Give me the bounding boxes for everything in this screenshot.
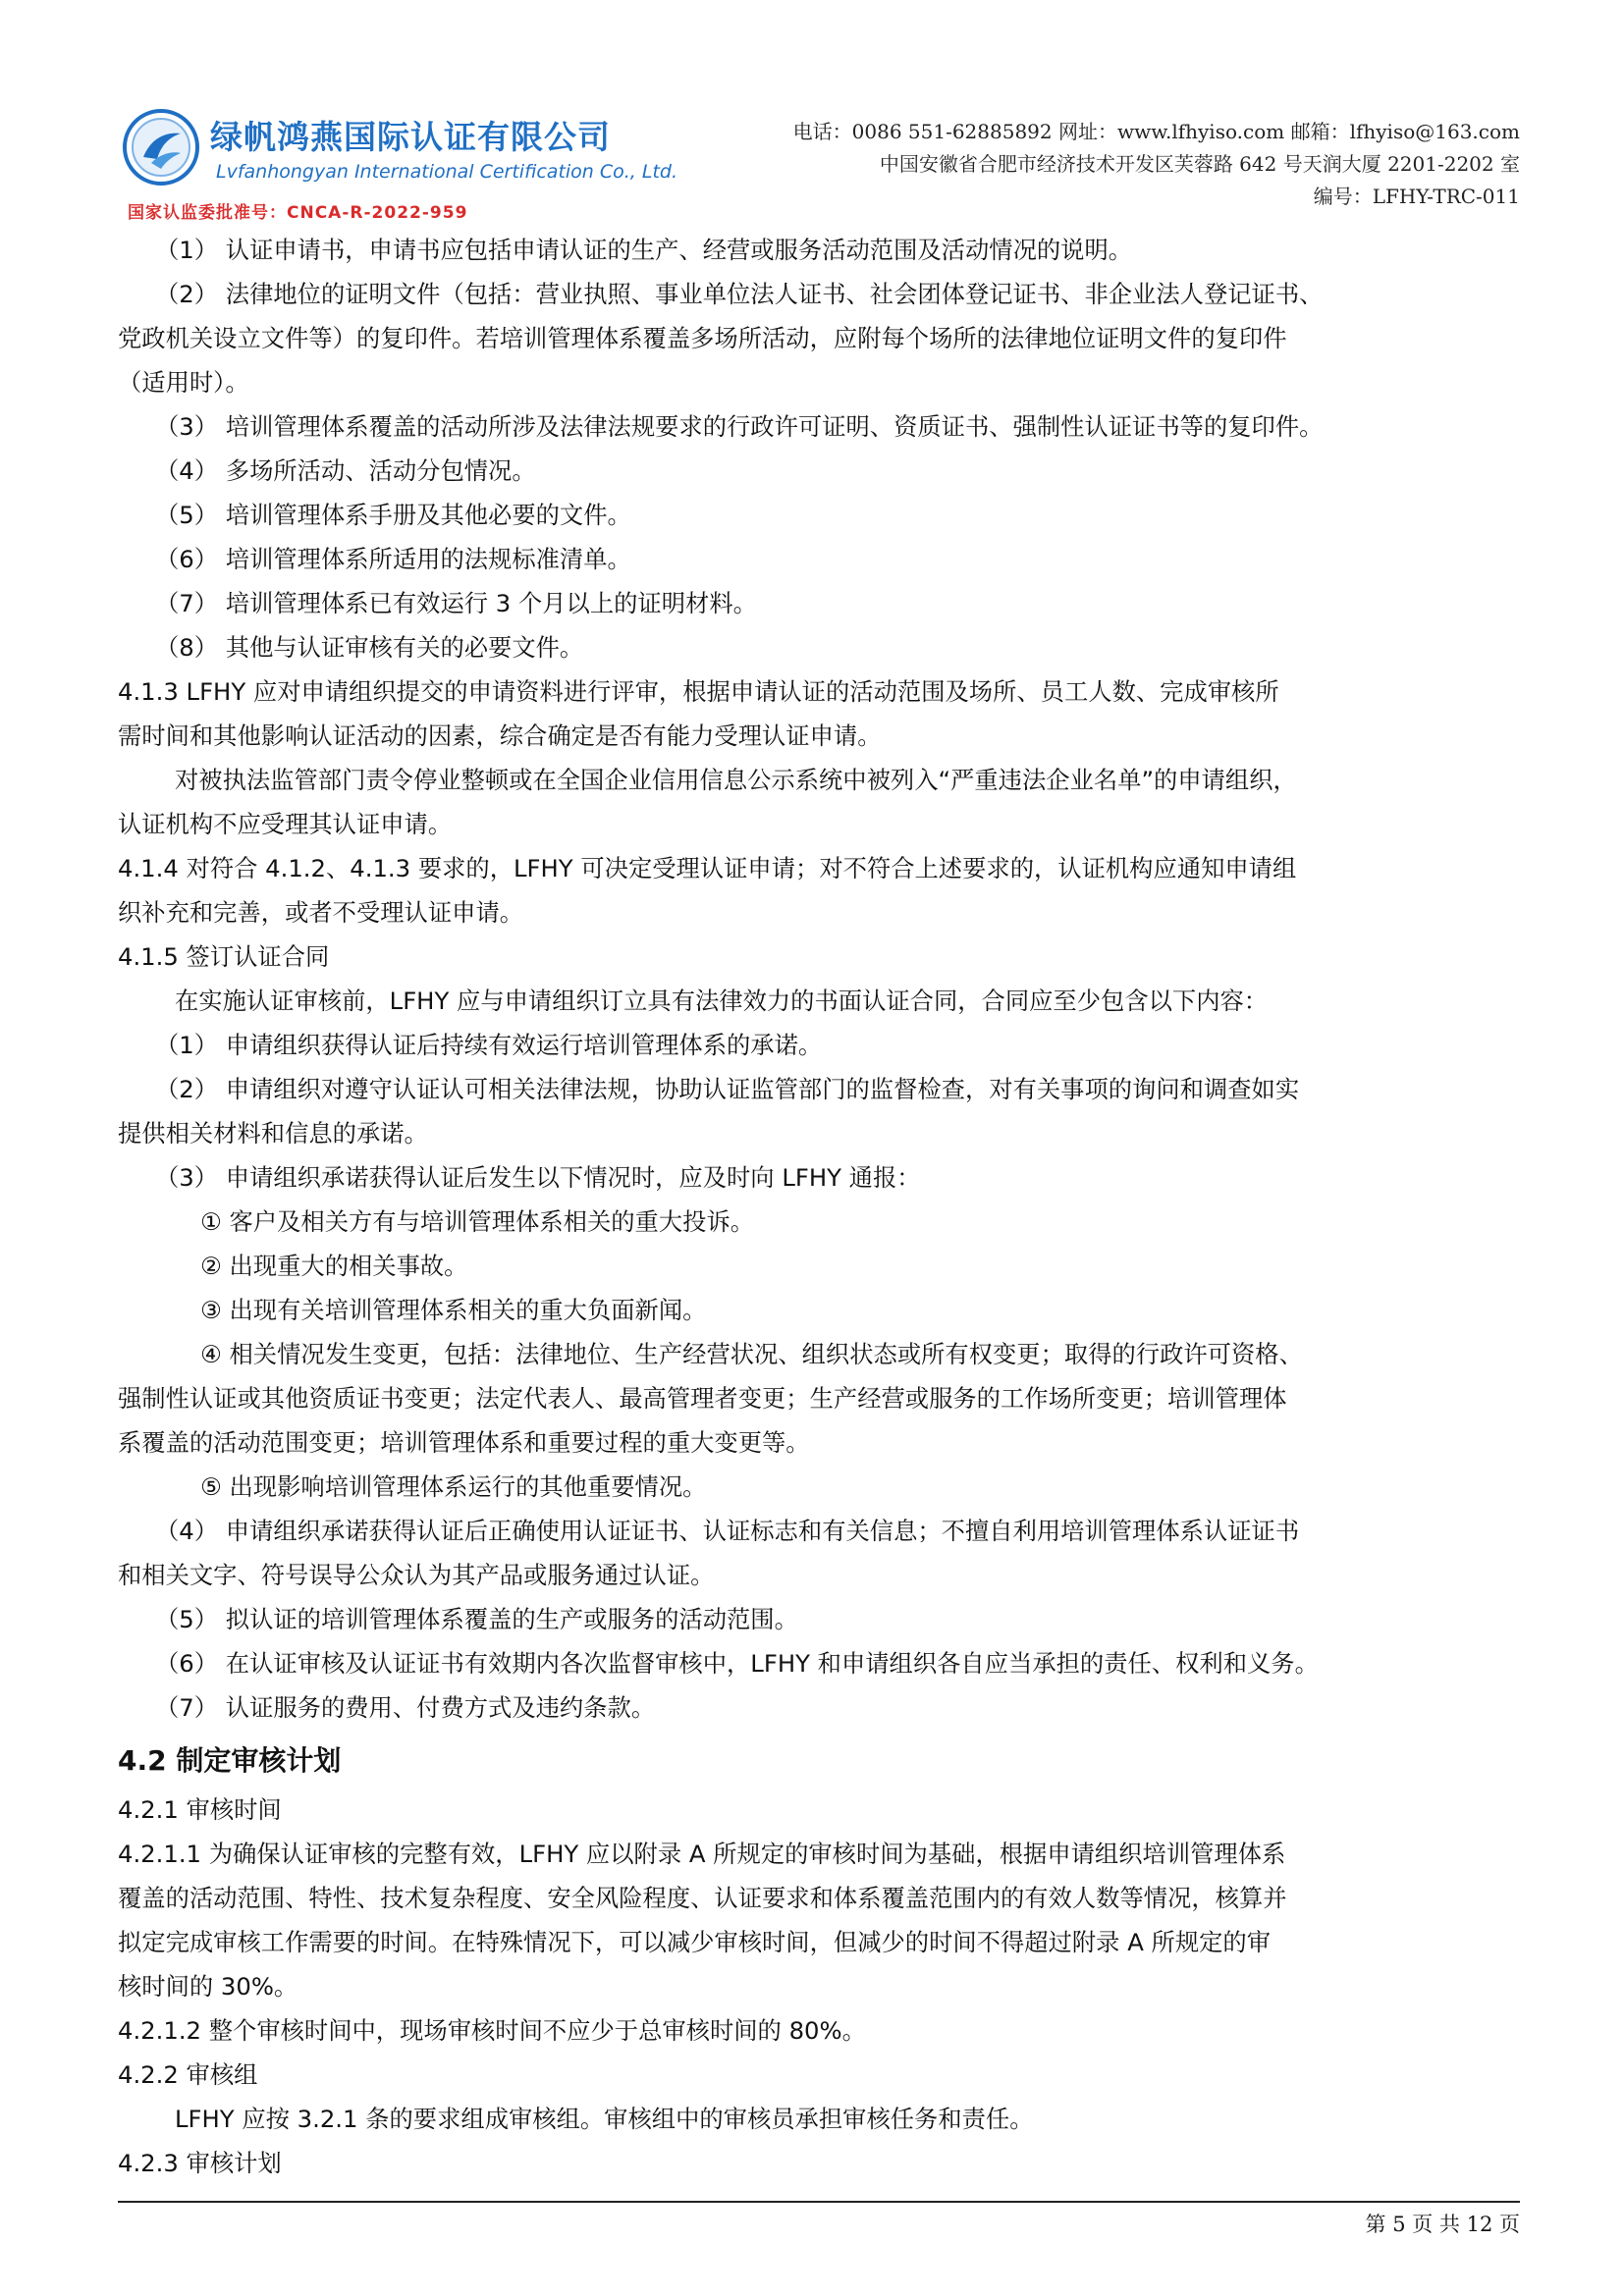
paragraph-line: 在实施认证审核前，LFHY 应与申请组织订立具有法律效力的书面认证合同，合同应至少包含以下内容：	[175, 987, 1269, 1015]
sub-list-item: ② 出现重大的相关事故。	[200, 1252, 468, 1280]
list-item: （2） 法律地位的证明文件（包括：营业执照、事业单位法人证书、社会团体登记证书、非企业法人登记证书、	[155, 280, 1324, 308]
section-heading: 4.2 制定审核计划	[118, 1744, 342, 1777]
list-item: （6） 培训管理体系所适用的法规标准清单。	[155, 545, 631, 573]
list-item: （7） 认证服务的费用、付费方式及违约条款。	[155, 1693, 656, 1722]
list-item: （1） 认证申请书，申请书应包括申请认证的生产、经营或服务活动范围及活动情况的说明。	[155, 236, 1133, 264]
list-item: （4） 申请组织承诺获得认证后正确使用认证证书、认证标志和有关信息；不擅自利用培训管理体系认证证书	[155, 1517, 1300, 1545]
list-item: （8） 其他与认证审核有关的必要文件。	[155, 633, 584, 662]
footer-divider	[118, 2201, 1520, 2203]
clause-heading: 4.1.5 签订认证合同	[118, 942, 330, 971]
paragraph-line: 党政机关设立文件等）的复印件。若培训管理体系覆盖多场所活动，应附每个场所的法律地位证明文件的复印件	[118, 324, 1287, 352]
paragraph-line: 和相关文字、符号误导公众认为其产品或服务通过认证。	[118, 1561, 715, 1589]
paragraph-line: 对被执法监管部门责令停业整顿或在全国企业信用信息公示系统中被列入“严重违法企业名单”的申请组织，	[175, 766, 1297, 794]
paragraph-line: LFHY 应按 3.2.1 条的要求组成审核组。审核组中的审核员承担审核任务和责任。	[175, 2105, 1034, 2133]
company-name-en: Lvfanhongyan International Certification Co., Ltd.	[216, 161, 678, 183]
sub-list-item: ① 客户及相关方有与培训管理体系相关的重大投诉。	[200, 1207, 755, 1236]
clause-heading: 4.2.3 审核计划	[118, 2149, 282, 2177]
clause-line: 4.1.3 LFHY 应对申请组织提交的申请资料进行评审，根据申请认证的活动范围及场所、员工人数、完成审核所	[118, 677, 1279, 706]
paragraph-line: 核时间的 30%。	[118, 1972, 298, 2001]
company-name-cn: 绿帆鸿燕国际认证有限公司	[210, 118, 611, 156]
list-item: （4） 多场所活动、活动分包情况。	[155, 456, 536, 485]
list-item: （5） 培训管理体系手册及其他必要的文件。	[155, 501, 631, 529]
page-number: 第 5 页 共 12 页	[1365, 2213, 1520, 2236]
paragraph-line: 系覆盖的活动范围变更；培训管理体系和重要过程的重大变更等。	[118, 1428, 810, 1457]
list-item: （1） 申请组织获得认证后持续有效运行培训管理体系的承诺。	[155, 1031, 823, 1059]
sub-list-item: ④ 相关情况发生变更，包括：法律地位、生产经营状况、组织状态或所有权变更；取得的行政许可资格、	[200, 1340, 1303, 1368]
paragraph-line: 织补充和完善，或者不受理认证申请。	[118, 898, 524, 927]
contact-line: 电话：0086 551-62885892 网址：www.lfhyiso.com 邮箱：lfhyiso@163.com	[792, 120, 1520, 143]
document-body	[118, 228, 1520, 2185]
sub-list-item: ③ 出现有关培训管理体系相关的重大负面新闻。	[200, 1296, 707, 1324]
sub-list-item: ⑤ 出现影响培训管理体系运行的其他重要情况。	[200, 1472, 707, 1501]
list-item: （5） 拟认证的培训管理体系覆盖的生产或服务的活动范围。	[155, 1605, 798, 1633]
paragraph-line: （适用时）。	[118, 368, 249, 397]
list-item: （6） 在认证审核及认证证书有效期内各次监督审核中，LFHY 和申请组织各自应当承担的责任、权利和义务。	[155, 1649, 1319, 1678]
company-logo-icon	[122, 108, 200, 187]
paragraph-line: 提供相关材料和信息的承诺。	[118, 1119, 428, 1148]
clause-heading: 4.2.2 审核组	[118, 2060, 258, 2089]
paragraph-line: 覆盖的活动范围、特性、技术复杂程度、安全风险程度、认证要求和体系覆盖范围内的有效人数等情况，核算并	[118, 1884, 1287, 1912]
paragraph-line: 认证机构不应受理其认证申请。	[118, 810, 453, 838]
contact-block	[793, 116, 1520, 213]
clause-heading: 4.2.1 审核时间	[118, 1795, 282, 1824]
clause-line: 4.2.1.2 整个审核时间中，现场审核时间不应少于总审核时间的 80%。	[118, 2016, 866, 2045]
clause-line: 4.2.1.1 为确保认证审核的完整有效，LFHY 应以附录 A 所规定的审核时间为基础，根据申请组织培训管理体系	[118, 1840, 1286, 1868]
list-item: （2） 申请组织对遵守认证认可相关法律法规，协助认证监管部门的监督检查，对有关事项的询问和调查如实	[155, 1075, 1300, 1103]
address-line: 中国安徽省合肥市经济技术开发区芙蓉路 642 号天润大厦 2201-2202 室	[879, 152, 1520, 176]
approval-number: 国家认监委批准号：CNCA-R-2022-959	[128, 203, 468, 223]
page-header	[118, 102, 1520, 222]
list-item: （3） 培训管理体系覆盖的活动所涉及法律法规要求的行政许可证明、资质证书、强制性认证证书等的复印件。	[155, 412, 1324, 441]
paragraph-line: 需时间和其他影响认证活动的因素，综合确定是否有能力受理认证申请。	[118, 721, 882, 750]
list-item: （3） 申请组织承诺获得认证后发生以下情况时，应及时向 LFHY 通报：	[155, 1163, 921, 1192]
paragraph-line: 强制性认证或其他资质证书变更；法定代表人、最高管理者变更；生产经营或服务的工作场所变更；培训管理体	[118, 1384, 1287, 1413]
clause-line: 4.1.4 对符合 4.1.2、4.1.3 要求的，LFHY 可决定受理认证申请；对不符合上述要求的，认证机构应通知申请组	[118, 854, 1297, 882]
document-number: 编号：LFHY-TRC-011	[1313, 185, 1520, 208]
paragraph-line: 拟定完成审核工作需要的时间。在特殊情况下，可以减少审核时间，但减少的时间不得超过附录 A 所规定的审	[118, 1928, 1272, 1956]
list-item: （7） 培训管理体系已有效运行 3 个月以上的证明材料。	[155, 589, 757, 617]
